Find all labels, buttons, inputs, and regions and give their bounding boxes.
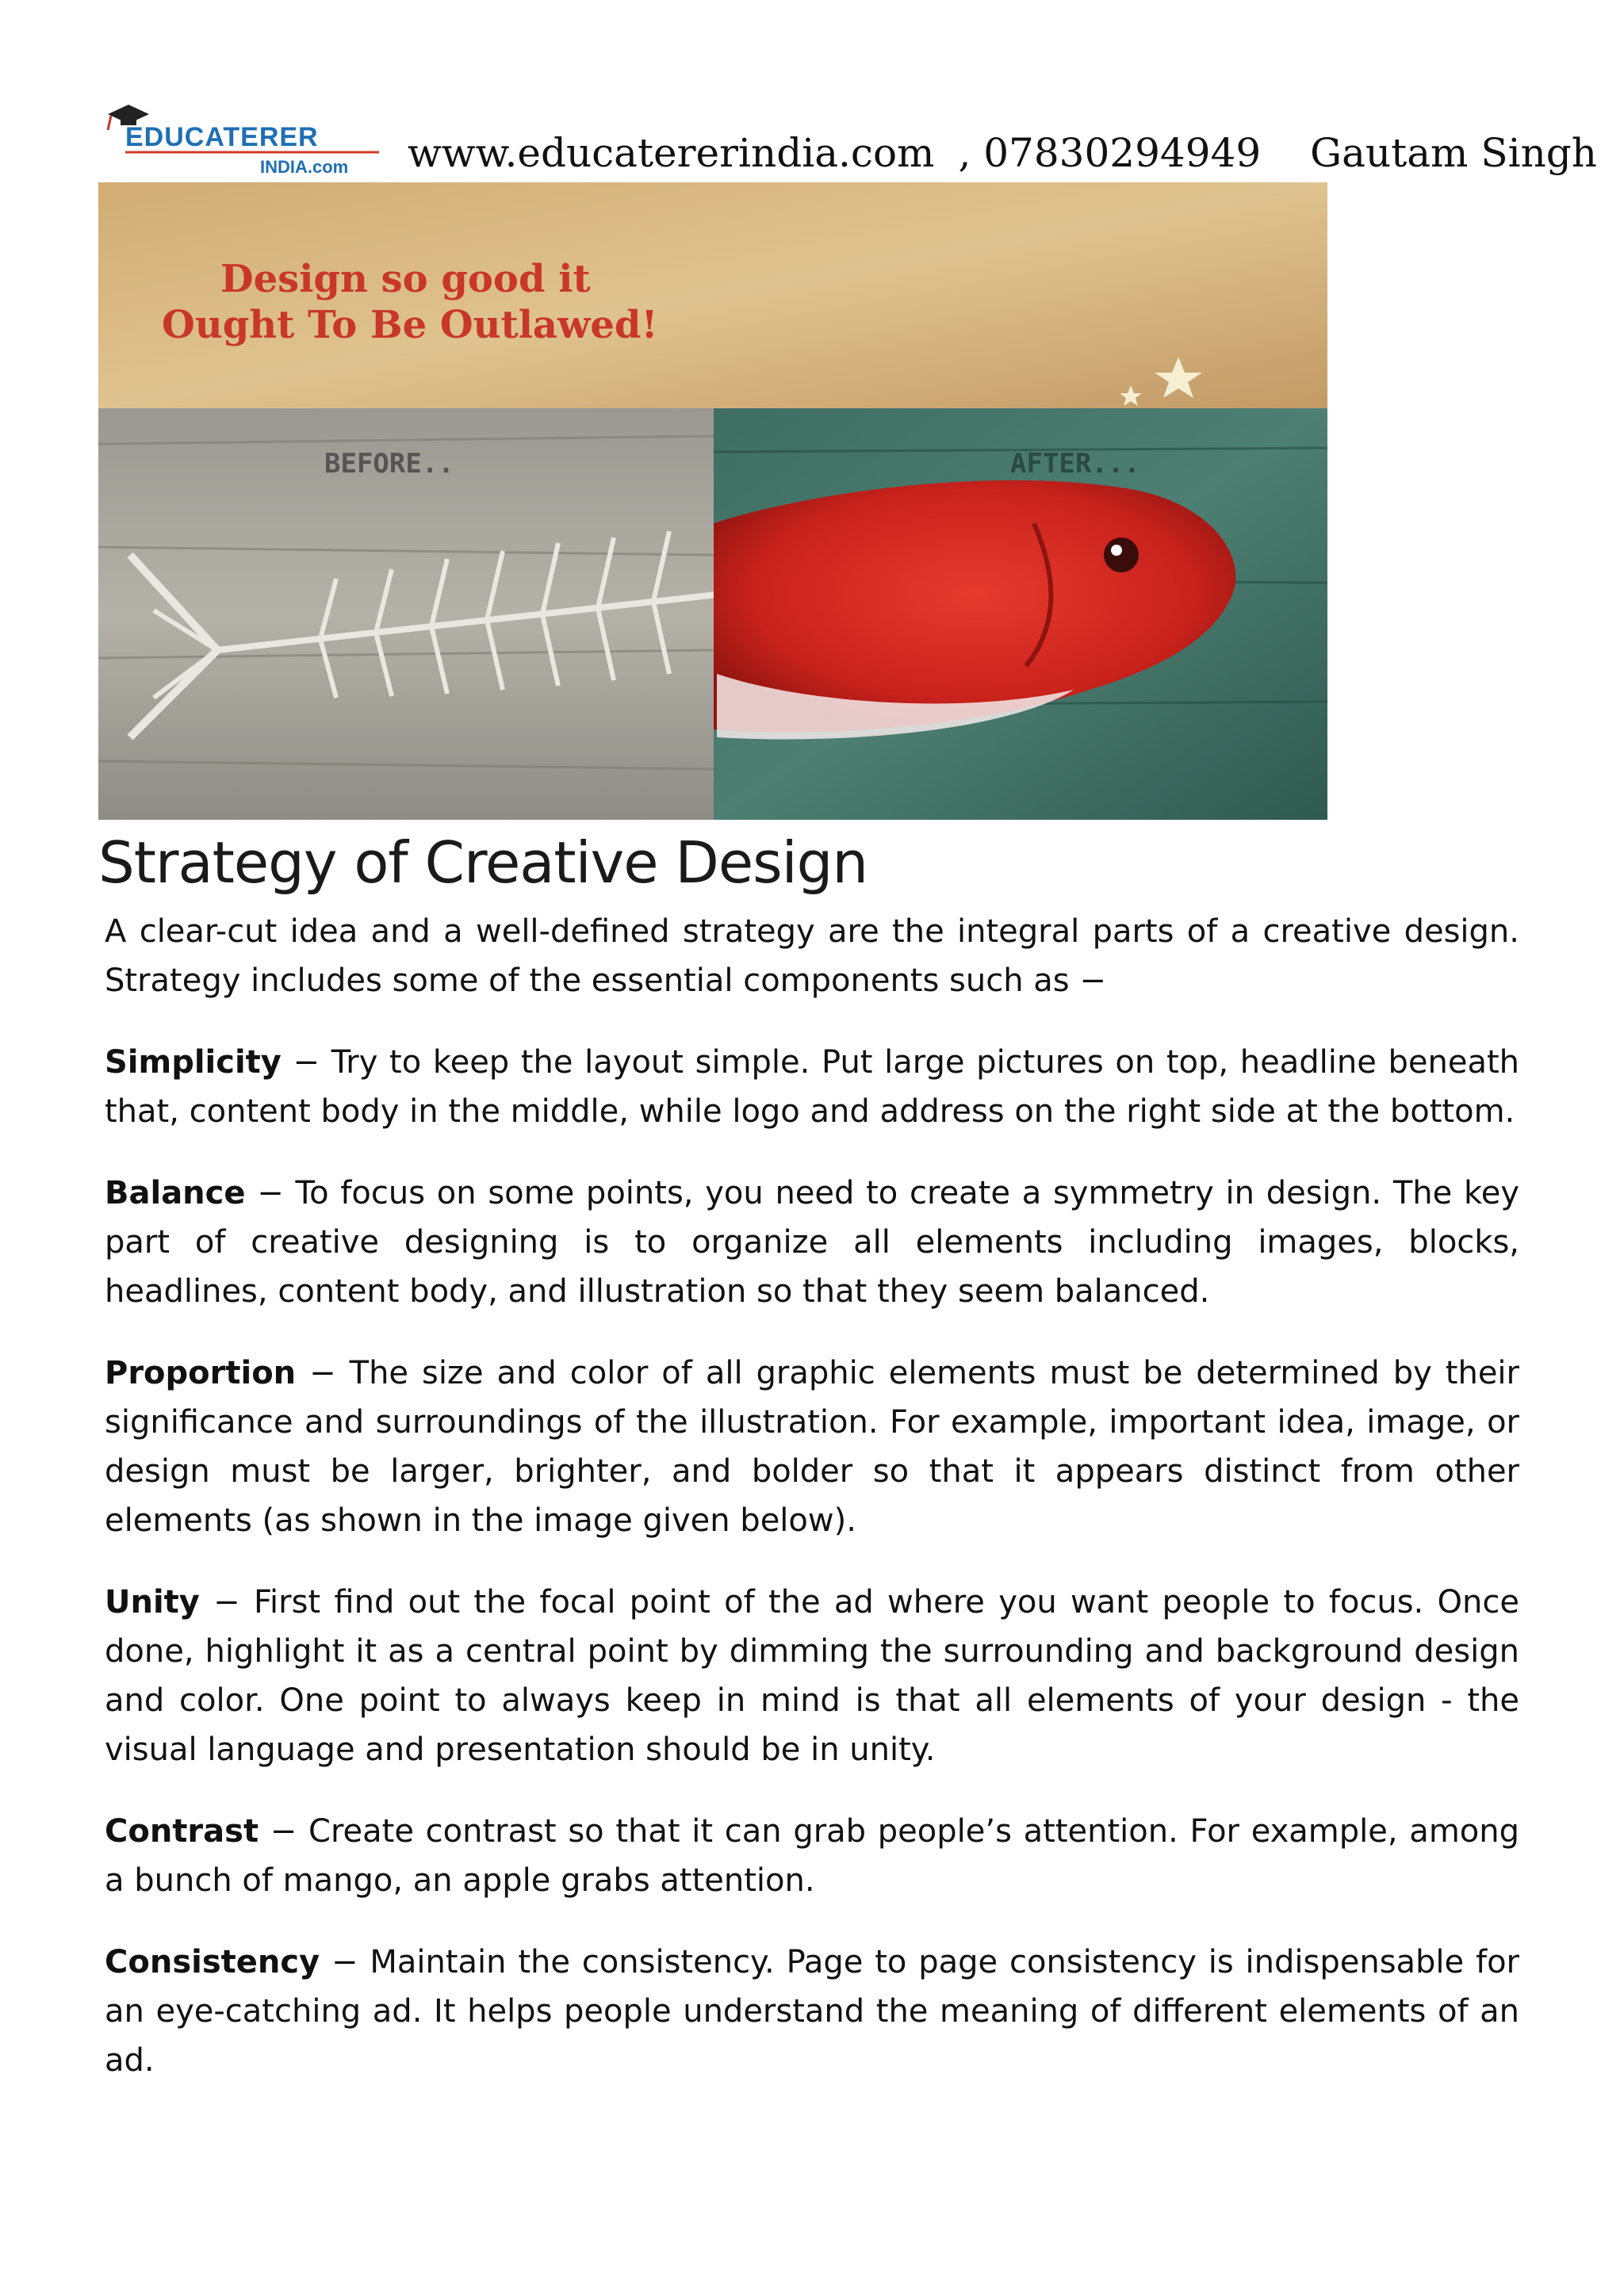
text-consistency: − Maintain the consistency. Page to page consistency is indispensable for an eye-catching ad. It helps people understand the meaning of different elements of an ad. bbox=[105, 1944, 1519, 2079]
before-after-illustration bbox=[98, 182, 1327, 820]
text-balance: − To focus on some points, you need to create a symmetry in design. The key part of creative designing is to organize all elements including images, blocks, headlines, content body, and illustration so that they seem balanced. bbox=[105, 1175, 1519, 1310]
section-simplicity bbox=[105, 1038, 1519, 1136]
term-simplicity: Simplicity bbox=[105, 1044, 282, 1081]
intro-paragraph: A clear-cut idea and a well-defined strategy are the integral parts of a creative design. Strategy includes some of the essential components such as − bbox=[105, 913, 1519, 999]
website-link[interactable]: www.educatererindia.com bbox=[408, 130, 935, 176]
phone-number: , 07830294949 bbox=[958, 130, 1262, 176]
logo-line2: INDIA.com bbox=[260, 157, 349, 176]
text-simplicity: − Try to keep the layout simple. Put large pictures on top, headline beneath that, content body in the middle, while logo and address on the right side at the bottom. bbox=[105, 1044, 1519, 1130]
term-balance: Balance bbox=[105, 1175, 246, 1211]
label-after: AFTER... bbox=[1010, 448, 1140, 480]
logo-graphic bbox=[102, 97, 387, 176]
section-unity bbox=[105, 1578, 1519, 1774]
text-proportion: − The size and color of all graphic elements must be determined by their significance and surroundings of the illustration. For example, important idea, image, or design must be larger, brighter, and bolder so that it appears distinct from other elements (as shown in the image given below). bbox=[105, 1355, 1519, 1539]
hero-headline-line1: Design so good it bbox=[220, 257, 591, 301]
logo-line1: EDUCATERER bbox=[125, 122, 319, 152]
header-info bbox=[408, 130, 1597, 176]
term-unity: Unity bbox=[105, 1584, 200, 1621]
author-name: Gautam Singh bbox=[1310, 130, 1597, 176]
educaterer-logo bbox=[102, 97, 387, 176]
term-proportion: Proportion bbox=[105, 1355, 297, 1391]
hero-headline-line2: Ought To Be Outlawed! bbox=[162, 303, 658, 347]
page-title: Strategy of Creative Design bbox=[98, 829, 868, 896]
section-consistency bbox=[105, 1938, 1519, 2085]
content-body bbox=[105, 907, 1519, 2118]
hero-image bbox=[98, 182, 1327, 820]
section-balance bbox=[105, 1169, 1519, 1316]
term-consistency: Consistency bbox=[105, 1944, 320, 1980]
label-before: BEFORE.. bbox=[324, 448, 454, 480]
fish-eye bbox=[1104, 538, 1139, 572]
text-contrast: − Create contrast so that it can grab people’s attention. For example, among a bunch of mango, an apple grabs attention. bbox=[105, 1813, 1519, 1899]
text-unity: − First find out the focal point of the ad where you want people to focus. Once done, highlight it as a central point by dimming the surrounding and background design and color. One point to always keep in mind is that all elements of your design - the visual language and presentation should be in unity. bbox=[105, 1584, 1519, 1768]
section-proportion bbox=[105, 1349, 1519, 1545]
term-contrast: Contrast bbox=[105, 1813, 259, 1850]
section-contrast bbox=[105, 1807, 1519, 1905]
